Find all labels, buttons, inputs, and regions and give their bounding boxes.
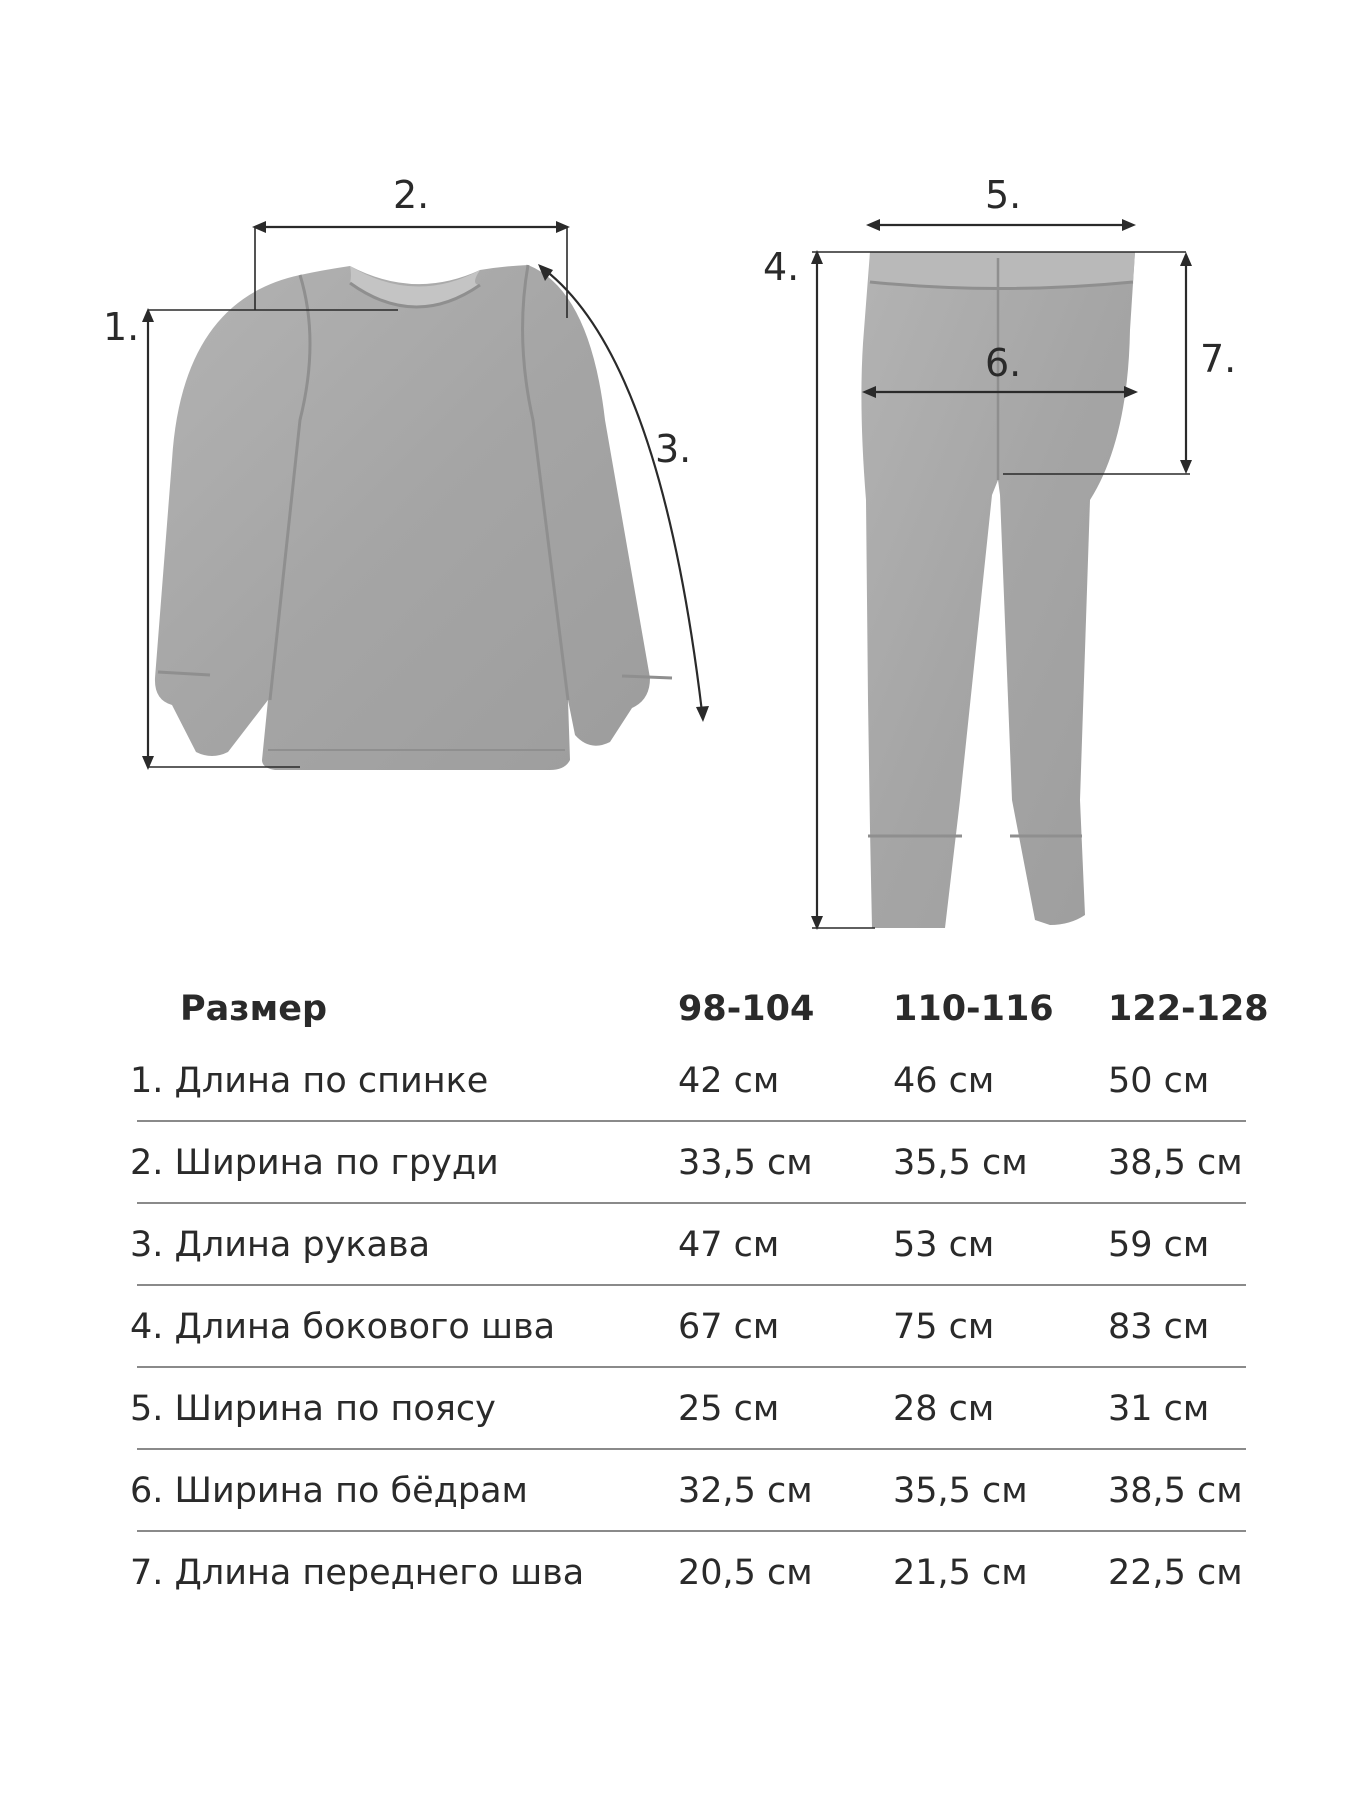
value-cell: 59 см xyxy=(1108,1225,1210,1265)
value-cell: 46 см xyxy=(893,1061,995,1101)
table-row xyxy=(130,1286,1246,1368)
label-7: 7. xyxy=(1200,337,1237,381)
label-3: 3. xyxy=(655,427,692,471)
table-row xyxy=(130,1368,1246,1450)
longsleeve-top-illustration xyxy=(155,265,672,770)
value-cell: 47 см xyxy=(678,1225,780,1265)
value-cell: 21,5 см xyxy=(893,1553,1028,1593)
value-cell: 31 см xyxy=(1108,1389,1210,1429)
measure-name: 6. Ширина по бёдрам xyxy=(130,1471,528,1511)
size-header-110-116: 110-116 xyxy=(893,989,1054,1029)
label-1: 1. xyxy=(103,305,140,349)
table-header xyxy=(130,978,1269,1040)
value-cell: 50 см xyxy=(1108,1061,1210,1101)
value-cell: 25 см xyxy=(678,1389,780,1429)
measure-name: 5. Ширина по поясу xyxy=(130,1389,496,1429)
label-6: 6. xyxy=(985,341,1022,385)
measure-name: 1. Длина по спинке xyxy=(130,1061,489,1101)
measure-name: 3. Длина рукава xyxy=(130,1225,431,1265)
value-cell: 32,5 см xyxy=(678,1471,813,1511)
value-cell: 38,5 см xyxy=(1108,1471,1243,1511)
value-cell: 67 см xyxy=(678,1307,780,1347)
value-cell: 28 см xyxy=(893,1389,995,1429)
label-2: 2. xyxy=(393,173,430,217)
measure-name: 2. Ширина по груди xyxy=(130,1143,499,1183)
size-header-label: Размер xyxy=(180,989,328,1029)
value-cell: 38,5 см xyxy=(1108,1143,1243,1183)
label-4: 4. xyxy=(763,245,800,289)
label-5: 5. xyxy=(985,173,1022,217)
table-row xyxy=(130,1122,1246,1204)
table-row xyxy=(130,1532,1246,1614)
value-cell: 22,5 см xyxy=(1108,1553,1243,1593)
value-cell: 42 см xyxy=(678,1061,780,1101)
table-row xyxy=(130,1040,1246,1122)
value-cell: 35,5 см xyxy=(893,1471,1028,1511)
table-row xyxy=(130,1204,1246,1286)
value-cell: 20,5 см xyxy=(678,1553,813,1593)
value-cell: 35,5 см xyxy=(893,1143,1028,1183)
measure-name: 7. Длина переднего шва xyxy=(130,1553,585,1593)
table-row xyxy=(130,1450,1246,1532)
size-header-98-104: 98-104 xyxy=(678,989,815,1029)
size-header-122-128: 122-128 xyxy=(1108,989,1269,1029)
size-chart-table xyxy=(130,978,1269,1614)
measure-name: 4. Длина бокового шва xyxy=(130,1307,556,1347)
value-cell: 33,5 см xyxy=(678,1143,813,1183)
value-cell: 53 см xyxy=(893,1225,995,1265)
value-cell: 75 см xyxy=(893,1307,995,1347)
value-cell: 83 см xyxy=(1108,1307,1210,1347)
